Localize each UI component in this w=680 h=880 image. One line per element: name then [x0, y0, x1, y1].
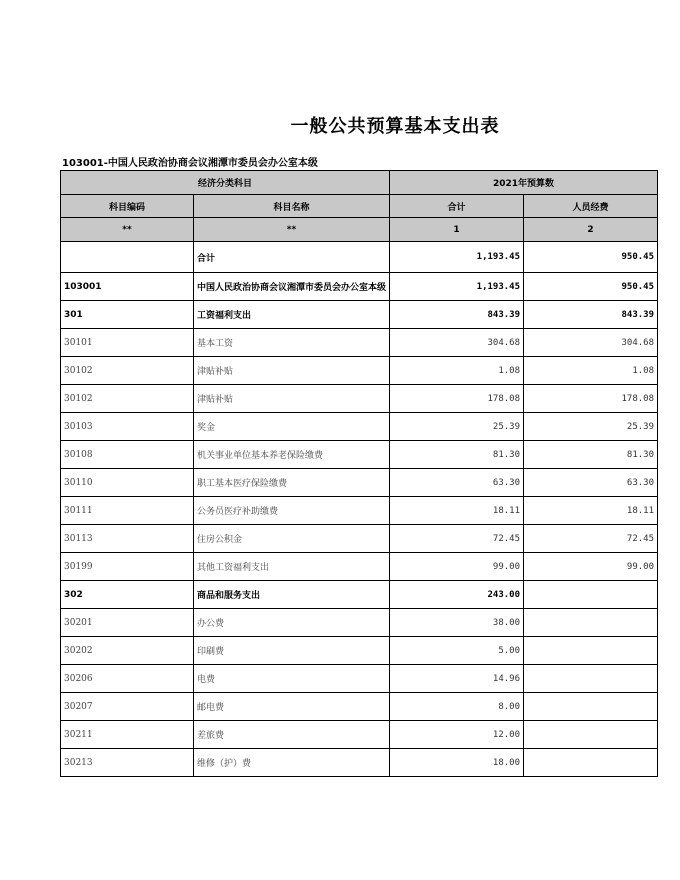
- row-personnel: 843.39: [524, 301, 658, 329]
- row-code: 30213: [61, 749, 194, 777]
- budget-table: [60, 170, 658, 777]
- row-code: 30111: [61, 497, 194, 525]
- row-code: 30108: [61, 441, 194, 469]
- row-code: 30113: [61, 525, 194, 553]
- row-name: 工资福利支出: [194, 301, 390, 329]
- row-name: 商品和服务支出: [194, 581, 390, 609]
- table-row: [61, 749, 658, 777]
- row-total: 5.00: [390, 637, 524, 665]
- row-total: 81.30: [390, 441, 524, 469]
- row-total: 72.45: [390, 525, 524, 553]
- row-name: 邮电费: [194, 693, 390, 721]
- row-code: 30202: [61, 637, 194, 665]
- row-code: 30102: [61, 385, 194, 413]
- row-name: 电费: [194, 665, 390, 693]
- row-personnel: 72.45: [524, 525, 658, 553]
- row-name: 津贴补贴: [194, 357, 390, 385]
- row-personnel: 63.30: [524, 469, 658, 497]
- row-code: 30102: [61, 357, 194, 385]
- row-code: [61, 242, 194, 273]
- row-personnel: 25.39: [524, 413, 658, 441]
- row-personnel: [524, 693, 658, 721]
- row-code: 302: [61, 581, 194, 609]
- index-total: 1: [390, 218, 524, 242]
- table-row: [61, 413, 658, 441]
- row-code: 30103: [61, 413, 194, 441]
- row-total: 243.00: [390, 581, 524, 609]
- row-total: 1,193.45: [390, 273, 524, 301]
- row-name: 印刷费: [194, 637, 390, 665]
- table-row: [61, 469, 658, 497]
- row-name: 差旅费: [194, 721, 390, 749]
- table-row: [61, 637, 658, 665]
- header-total: 合计: [390, 195, 524, 218]
- row-personnel: 178.08: [524, 385, 658, 413]
- table-row: [61, 553, 658, 581]
- row-name: 维修（护）费: [194, 749, 390, 777]
- header-column-row: [61, 195, 658, 218]
- row-name: 中国人民政治协商会议湘潭市委员会办公室本级: [194, 273, 390, 301]
- row-total: 1,193.45: [390, 242, 524, 273]
- row-name: 其他工资福利支出: [194, 553, 390, 581]
- row-code: 103001: [61, 273, 194, 301]
- row-personnel: 950.45: [524, 273, 658, 301]
- header-economic-classification: 经济分类科目: [61, 171, 390, 195]
- row-code: 30110: [61, 469, 194, 497]
- header-personnel: 人员经费: [524, 195, 658, 218]
- header-index-row: [61, 218, 658, 242]
- row-name: 职工基本医疗保险缴费: [194, 469, 390, 497]
- row-personnel: 99.00: [524, 553, 658, 581]
- row-personnel: [524, 637, 658, 665]
- header-code: 科目编码: [61, 195, 194, 218]
- row-personnel: 304.68: [524, 329, 658, 357]
- row-personnel: 1.08: [524, 357, 658, 385]
- row-total: 25.39: [390, 413, 524, 441]
- table-row: [61, 581, 658, 609]
- row-code: 30206: [61, 665, 194, 693]
- row-total: 178.08: [390, 385, 524, 413]
- row-code: 30207: [61, 693, 194, 721]
- row-name: 住房公积金: [194, 525, 390, 553]
- index-code: **: [61, 218, 194, 242]
- table-row: [61, 497, 658, 525]
- row-name: 合计: [194, 242, 390, 273]
- row-personnel: [524, 721, 658, 749]
- row-personnel: [524, 665, 658, 693]
- row-personnel: 81.30: [524, 441, 658, 469]
- row-name: 津贴补贴: [194, 385, 390, 413]
- row-total: 63.30: [390, 469, 524, 497]
- row-personnel: [524, 609, 658, 637]
- row-personnel: 18.11: [524, 497, 658, 525]
- table-row: [61, 329, 658, 357]
- row-total: 14.96: [390, 665, 524, 693]
- header-budget-2021: 2021年预算数: [390, 171, 658, 195]
- row-personnel: [524, 749, 658, 777]
- row-name: 机关事业单位基本养老保险缴费: [194, 441, 390, 469]
- page-title: 一般公共预算基本支出表: [290, 116, 500, 137]
- index-personnel: 2: [524, 218, 658, 242]
- table-row: [61, 385, 658, 413]
- row-code: 30201: [61, 609, 194, 637]
- table-row: [61, 357, 658, 385]
- row-total: 99.00: [390, 553, 524, 581]
- index-name: **: [194, 218, 390, 242]
- row-total: 304.68: [390, 329, 524, 357]
- row-total: 12.00: [390, 721, 524, 749]
- row-personnel: 950.45: [524, 242, 658, 273]
- table-row: [61, 721, 658, 749]
- row-name: 办公费: [194, 609, 390, 637]
- table-row: [61, 693, 658, 721]
- organization-label: 103001-中国人民政治协商会议湘潭市委员会办公室本级: [62, 158, 318, 169]
- table-row: [61, 665, 658, 693]
- table-row: [61, 242, 658, 273]
- row-total: 843.39: [390, 301, 524, 329]
- row-total: 38.00: [390, 609, 524, 637]
- row-name: 奖金: [194, 413, 390, 441]
- row-code: 30211: [61, 721, 194, 749]
- header-name: 科目名称: [194, 195, 390, 218]
- row-name: 基本工资: [194, 329, 390, 357]
- row-total: 18.00: [390, 749, 524, 777]
- header-group-row: [61, 171, 658, 195]
- row-code: 30101: [61, 329, 194, 357]
- row-code: 30199: [61, 553, 194, 581]
- table-row: [61, 609, 658, 637]
- table-row: [61, 273, 658, 301]
- row-personnel: [524, 581, 658, 609]
- table-row: [61, 441, 658, 469]
- row-total: 18.11: [390, 497, 524, 525]
- row-total: 1.08: [390, 357, 524, 385]
- row-code: 301: [61, 301, 194, 329]
- table-row: [61, 525, 658, 553]
- row-total: 8.00: [390, 693, 524, 721]
- row-name: 公务员医疗补助缴费: [194, 497, 390, 525]
- table-row: [61, 301, 658, 329]
